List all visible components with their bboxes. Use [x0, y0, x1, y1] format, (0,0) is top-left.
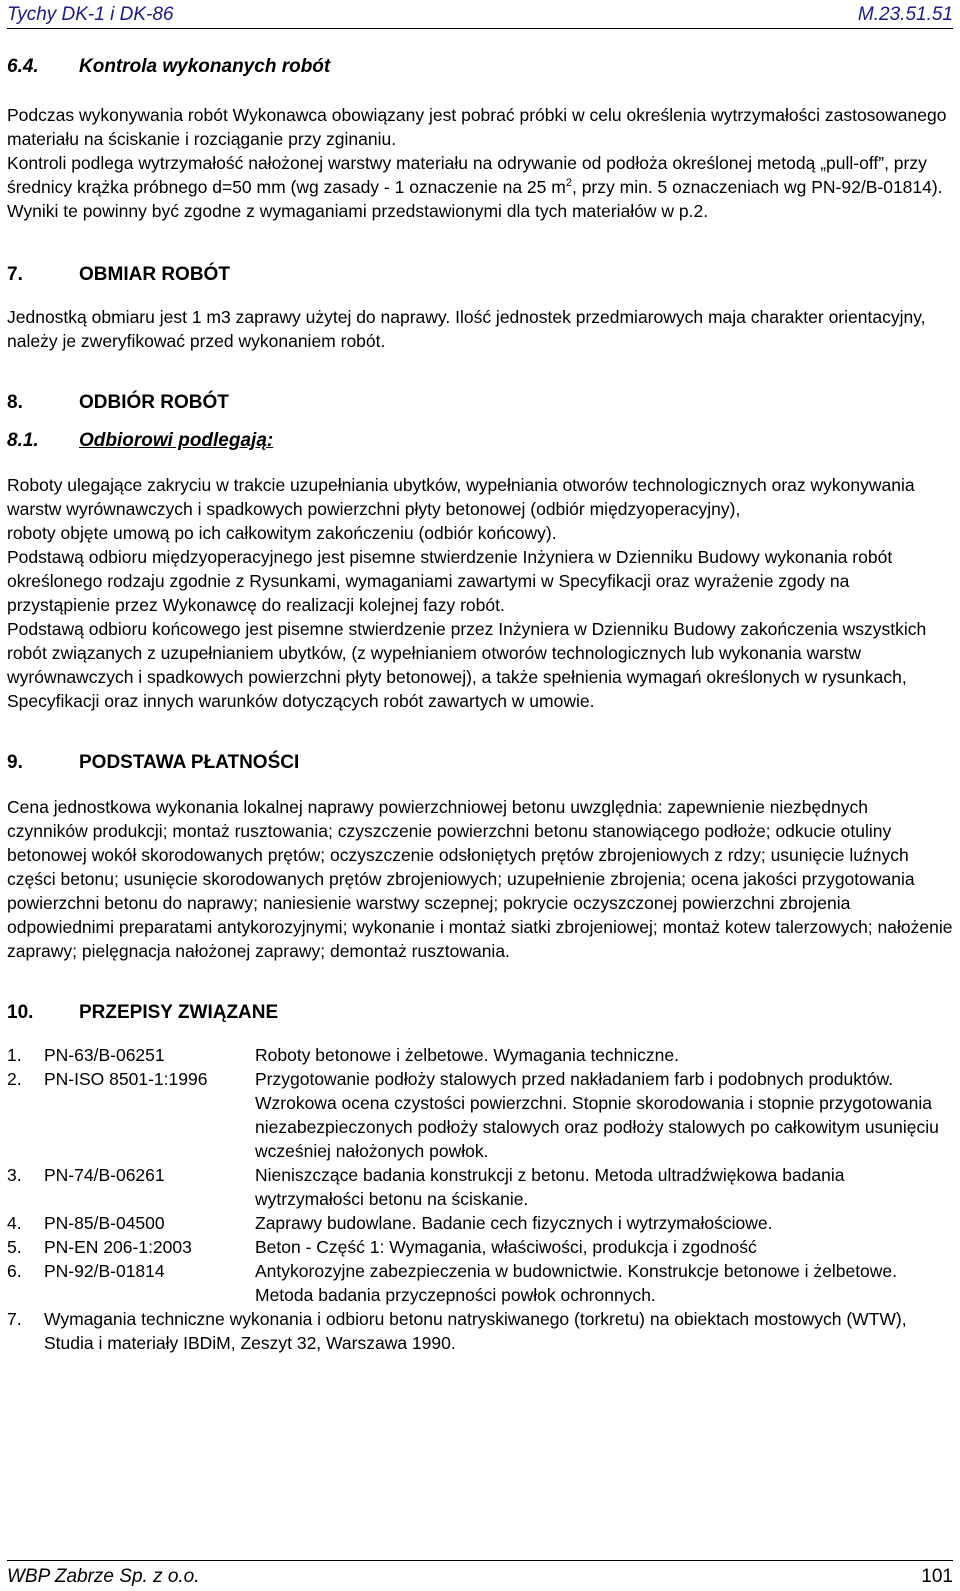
- superscript: 2: [565, 177, 572, 190]
- reference-code: PN-74/B-06261: [44, 1165, 165, 1185]
- section-10-heading: [7, 1001, 953, 1025]
- section-8-1-heading: [7, 429, 953, 453]
- reference-number: 3.: [7, 1165, 22, 1185]
- section-7-heading: [7, 263, 953, 287]
- reference-number: 2.: [7, 1069, 22, 1089]
- page-header: [7, 2, 953, 29]
- reference-title: Przygotowanie podłoży stalowych przed nakładaniem farb i podobnych produktów. Wzrokowa ocena czystości powierzchni. Stopnie skorodowania i stopnie przygotowania niezabezpieczonych podłoży stalowych oraz podłoży stalowych po całkowitym usunięciu wcześniej nałożonych powłok.: [255, 1069, 939, 1161]
- section-9-heading: [7, 751, 953, 775]
- reference-title: Antykorozyjne zabezpieczenia w budownictwie. Konstrukcje betonowe i żelbetowe. Metoda badania przyczepności powłok ochronnych.: [255, 1261, 898, 1305]
- section-title: PRZEPISY ZWIĄZANE: [79, 1002, 279, 1023]
- reference-item: [7, 1259, 953, 1307]
- paragraph: Podstawą odbioru międzyoperacyjnego jest pisemne stwierdzenie Inżyniera w Dzienniku Budowy wykonania robót określonego rodzaju zgodnie z Rysunkami, wymaganiami zawartymi w Specyfikacji oraz wyrażenie zgody na przystąpienie przez Wykonawcę do realizacji kolejnej fazy robót.: [7, 547, 893, 615]
- reference-item: [7, 1043, 953, 1067]
- section-title: Kontrola wykonanych robót: [79, 56, 331, 77]
- reference-item: [7, 1307, 953, 1355]
- paragraph: Wyniki te powinny być zgodne z wymaganiami przedstawionymi dla tych materiałów w p.2.: [7, 201, 709, 221]
- section-title: Odbiorowi podlegają:: [79, 430, 274, 451]
- section-number: 8.: [7, 392, 23, 413]
- reference-title: Beton - Część 1: Wymagania, właściwości, produkcja i zgodność: [255, 1237, 757, 1257]
- paragraph: [7, 151, 953, 199]
- reference-number: 5.: [7, 1237, 22, 1257]
- paragraph: Cena jednostkowa wykonania lokalnej naprawy powierzchniowej betonu uwzględnia: zapewnienie niezbędnych czynników produkcji; montaż rusztowania; czyszczenie powierzchni betonu stanowiącego podłoże; odkucie otuliny betonowej wokół skorodowanych prętów; oczyszczenie odsłoniętych prętów zbrojeniowych z rdzy; usunięcie luźnych części betonu; usunięcie skorodowanych prętów zbrojeniowych; uzupełnienie zbrojenia; ocena jakości przygotowania powierzchni betonu do naprawy; naniesienie warstwy sczepnej; pokrycie oczyszczonej powierzchni zbrojenia odpowiednimi preparatami antykorozyjnymi; wykonanie i montaż siatki zbrojeniowej; montaż kotew talerzowych; nałożenie zaprawy; pielęgnacja nałożonej zaprawy; demontaż rusztowania.: [7, 797, 953, 961]
- section-number: 6.4.: [7, 56, 39, 77]
- paragraph: Roboty ulegające zakryciu w trakcie uzupełniania ubytków, wypełniania otworów technologicznych oraz wykonywania warstw wyrównawczych i spadkowych powierzchni płyty betonowej (odbiór międzyoperacyjny),: [7, 475, 915, 519]
- footer-company: WBP Zabrze Sp. z o.o.: [7, 1566, 200, 1587]
- reference-number: 6.: [7, 1261, 22, 1281]
- reference-code: PN-63/B-06251: [44, 1045, 165, 1065]
- reference-number: 7.: [7, 1309, 22, 1329]
- paragraph-text: Kontroli podlega wytrzymałość nałożonej warstwy materiału na odrywanie od podłoża określonej metodą „pull-off”, przy średnicy krążka próbnego d=50 mm (wg zasady - 1 oznaczenie na 25 m: [7, 153, 927, 197]
- reference-item: [7, 1067, 953, 1163]
- reference-code: PN-85/B-04500: [44, 1213, 165, 1233]
- reference-title: Roboty betonowe i żelbetowe. Wymagania techniczne.: [255, 1045, 679, 1065]
- reference-item: [7, 1163, 953, 1211]
- section-number: 10.: [7, 1002, 34, 1023]
- reference-code: PN-EN 206-1:2003: [44, 1237, 192, 1257]
- paragraph: Podczas wykonywania robót Wykonawca obowiązany jest pobrać próbki w celu określenia wytrzymałości zastosowanego materiału na ściskanie i rozciąganie przy zginaniu.: [7, 105, 947, 149]
- reference-code: PN-92/B-01814: [44, 1261, 165, 1281]
- section-title: PODSTAWA PŁATNOŚCI: [79, 752, 300, 773]
- section-number: 7.: [7, 264, 23, 285]
- paragraph: roboty objęte umową po ich całkowitym zakończeniu (odbiór końcowy).: [7, 523, 557, 543]
- section-title: OBMIAR ROBÓT: [79, 264, 230, 285]
- header-title: Tychy DK-1 i DK-86: [7, 4, 174, 25]
- section-title: ODBIÓR ROBÓT: [79, 392, 229, 413]
- paragraph-text: , przy min. 5 oznaczeniach wg PN-92/B-01814).: [571, 177, 943, 197]
- section-number: 9.: [7, 752, 23, 773]
- reference-title: Zaprawy budowlane. Badanie cech fizycznych i wytrzymałościowe.: [255, 1213, 773, 1233]
- page-footer: [7, 1560, 953, 1589]
- paragraph: Jednostką obmiaru jest 1 m3 zaprawy użytej do naprawy. Ilość jednostek przedmiarowych maja charakter orientacyjny, należy je zweryfikować przed wykonaniem robót.: [7, 307, 926, 351]
- section-number: 8.1.: [7, 430, 39, 451]
- page-number: 101: [921, 1566, 953, 1587]
- reference-code: PN-ISO 8501-1:1996: [44, 1069, 208, 1089]
- reference-item: [7, 1235, 953, 1259]
- reference-title: Wymagania techniczne wykonania i odbioru betonu natryskiwanego (torkretu) na obiektach mostowych (WTW), Studia i materiały IBDiM, Zeszyt 32, Warszawa 1990.: [44, 1309, 907, 1353]
- section-8-heading: [7, 391, 953, 415]
- section-6-4-heading: [7, 55, 953, 79]
- reference-number: 1.: [7, 1045, 22, 1065]
- paragraph: Podstawą odbioru końcowego jest pisemne stwierdzenie przez Inżyniera w Dzienniku Budowy zakończenia wszystkich robót związanych z uzupełnianiem ubytków, (z wypełnianiem otworów technologicznych lub wykonania warstw wyrównawczych i spadkowych powierzchni płyty betonowej), a także spełnienia wymagań określonych w rysunkach, Specyfikacji oraz innych warunków dotyczących robót zawartych w umowie.: [7, 619, 927, 711]
- reference-title: Nieniszczące badania konstrukcji z betonu. Metoda ultradźwiękowa badania wytrzymałości betonu na ściskanie.: [255, 1165, 845, 1209]
- reference-item: [7, 1211, 953, 1235]
- reference-number: 4.: [7, 1213, 22, 1233]
- document-body: [7, 55, 953, 1355]
- references-list: [7, 1043, 953, 1355]
- header-spec-code: M.23.51.51: [857, 4, 953, 25]
